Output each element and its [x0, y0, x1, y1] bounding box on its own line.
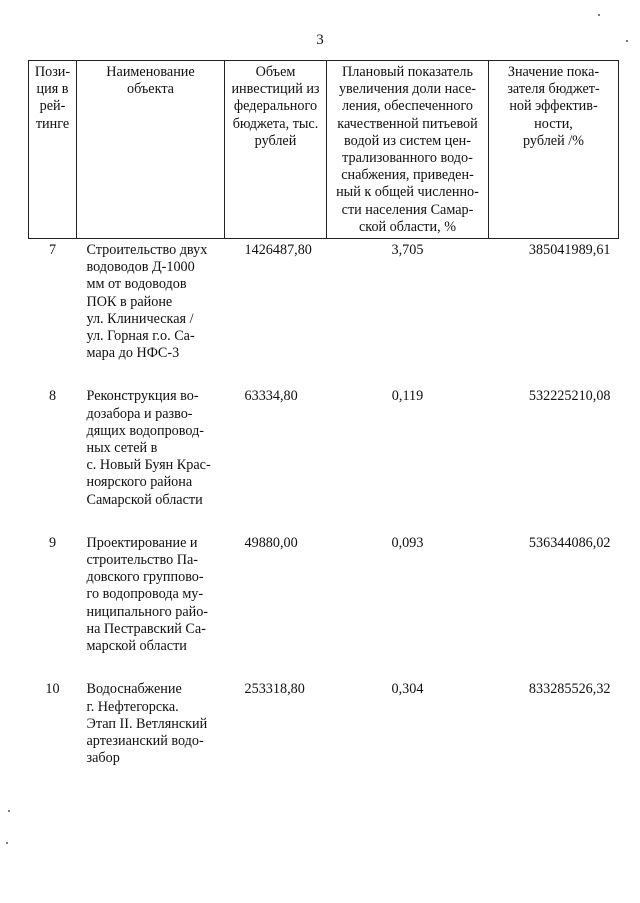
- cell-investment: 49880,00: [244, 534, 298, 551]
- cell-planned-indicator: 0,093: [391, 534, 424, 551]
- cell-object-name: Водоснабжение г. Нефтегорска. Этап II. Ветлянский артезианский водо- забор: [86, 681, 208, 767]
- cell-budget-efficiency: 833285526,32: [528, 681, 611, 698]
- scan-speck: [6, 842, 8, 844]
- cell-investment: 1426487,80: [244, 242, 312, 259]
- cell-planned-indicator: 0,119: [391, 388, 424, 405]
- scan-speck: [8, 810, 10, 812]
- scan-speck: [598, 14, 600, 16]
- table-row: [29, 678, 619, 790]
- cell-investment: 63334,80: [244, 388, 298, 405]
- cell-position: 8: [48, 388, 57, 405]
- cell-budget-efficiency: 536344086,02: [528, 534, 611, 551]
- table-row: [29, 239, 619, 386]
- header-investment: Объем инвестиций из федерального бюджета, тыс. рублей: [225, 61, 327, 239]
- header-row: [29, 61, 619, 239]
- cell-budget-efficiency: 532225210,08: [528, 388, 611, 405]
- table-row: [29, 532, 619, 678]
- cell-planned-indicator: 0,304: [391, 681, 424, 698]
- page-number: 3: [316, 32, 324, 48]
- investment-table: [28, 60, 619, 790]
- cell-investment: 253318,80: [244, 681, 305, 698]
- header-planned-indicator: Плановый показатель увеличения доли насе- ления, обеспеченного качественной питьевой водой из систем цен- трализованного водо- снабжения, приведен- ный к общей численно- сти населения Самар- ской области, %: [327, 61, 489, 239]
- header-position: Пози- ция в рей- тинге: [29, 61, 77, 239]
- header-budget-efficiency: Значение пока- зателя бюджет- ной эффектив- ности, рублей /%: [489, 61, 619, 239]
- table-row: [29, 385, 619, 531]
- cell-object-name: Проектирование и строительство Па- довского группово- го водопровода му- ниципального райо- на Пестравский Са- марской области: [86, 534, 209, 655]
- cell-position: 10: [45, 681, 60, 698]
- cell-object-name: Реконструкция во- дозабора и разво- дящих водопровод- ных сетей в с. Новый Буян Крас- ноярского района Самарской области: [86, 388, 211, 508]
- cell-budget-efficiency: 385041989,61: [528, 242, 611, 259]
- header-name: Наименование объекта: [77, 61, 225, 239]
- scan-speck: [626, 40, 628, 42]
- cell-position: 9: [48, 534, 57, 551]
- cell-object-name: Строительство двух водоводов Д-1000 мм от водоводов ПОК в районе ул. Клиническая / ул. Горная г.о. Са- мара до НФС-3: [86, 242, 208, 362]
- cell-position: 7: [48, 242, 57, 259]
- cell-planned-indicator: 3,705: [391, 242, 424, 259]
